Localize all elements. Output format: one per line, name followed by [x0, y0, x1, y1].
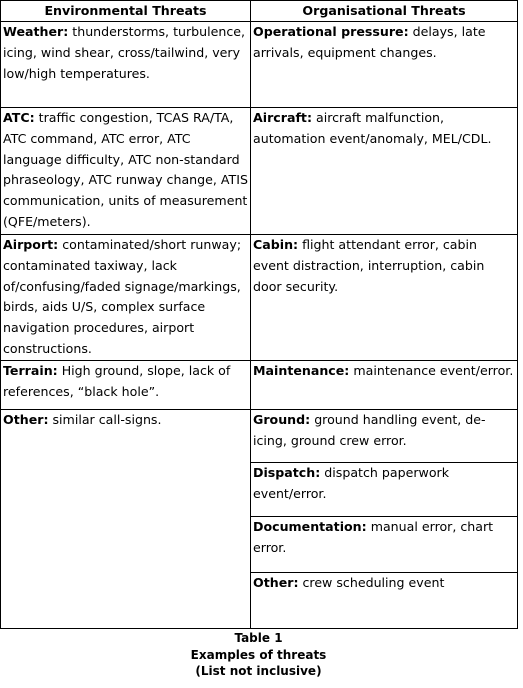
table-row [1, 410, 518, 463]
table-row [1, 22, 518, 108]
cell-label: Maintenance: [253, 363, 350, 378]
cell-label: Operational pressure: [253, 24, 409, 39]
cell-label: Terrain: [3, 363, 58, 378]
cell-text: delays, late arrivals, equipment changes. [253, 24, 486, 60]
table-caption [0, 630, 517, 680]
header-environmental: Environmental Threats [1, 1, 251, 22]
caption-note: (List not inclusive) [195, 664, 322, 678]
cell-terrain [1, 361, 251, 410]
cell-label: Weather: [3, 24, 69, 39]
cell-text: maintenance event/error. [349, 363, 514, 378]
cell-ground [251, 410, 518, 463]
cell-text: crew scheduling event [298, 575, 445, 590]
cell-other-organisational [251, 573, 518, 629]
cell-text: traffic congestion, TCAS RA/TA, ATC command, ATC error, ATC language difficulty, ATC non-standard phraseology, ATC runway change, ATIS communication, units of measurement (QFE/meters). [3, 110, 248, 229]
cell-operational-pressure [251, 22, 518, 108]
cell-label: Airport: [3, 237, 59, 252]
cell-label: Documentation: [253, 519, 367, 534]
cell-label: Ground: [253, 412, 311, 427]
cell-text: similar call-signs. [48, 412, 162, 427]
cell-label: Other: [3, 412, 49, 427]
cell-text: contaminated/short runway; contaminated taxiway, lack of/confusing/faded signage/markings, birds, aids U/S, complex surface navigation procedures, airport constructions. [3, 237, 242, 356]
cell-label: Other: [253, 575, 299, 590]
cell-other-environmental [1, 410, 251, 629]
cell-text: flight attendant error, cabin event distraction, interruption, cabin door security. [253, 237, 485, 294]
cell-text: aircraft malfunction, automation event/anomaly, MEL/CDL. [253, 110, 492, 146]
cell-label: Cabin: [253, 237, 299, 252]
cell-text: thunderstorms, turbulence, icing, wind shear, cross/tailwind, very low/high temperatures. [3, 24, 246, 81]
cell-text: High ground, slope, lack of references, “black hole”. [3, 363, 231, 399]
cell-aircraft [251, 108, 518, 235]
caption-title: Examples of threats [190, 647, 327, 662]
cell-label: Aircraft: [253, 110, 312, 125]
cell-text: dispatch paperwork event/error. [253, 465, 450, 501]
cell-weather [1, 22, 251, 108]
cell-maintenance [251, 361, 518, 410]
header-organisational: Organisational Threats [251, 1, 518, 22]
cell-text: ground handling event, de-icing, ground crew error. [253, 412, 486, 448]
cell-label: Dispatch: [253, 465, 321, 480]
cell-documentation [251, 517, 518, 573]
cell-dispatch [251, 463, 518, 517]
table-row [1, 108, 518, 235]
table-header-row [1, 1, 518, 22]
cell-label: ATC: [3, 110, 35, 125]
table-row [1, 361, 518, 410]
cell-airport [1, 235, 251, 361]
cell-text: manual error, chart error. [253, 519, 494, 555]
table-row [1, 235, 518, 361]
cell-cabin [251, 235, 518, 361]
cell-atc [1, 108, 251, 235]
caption-table-number: Table 1 [234, 631, 283, 645]
